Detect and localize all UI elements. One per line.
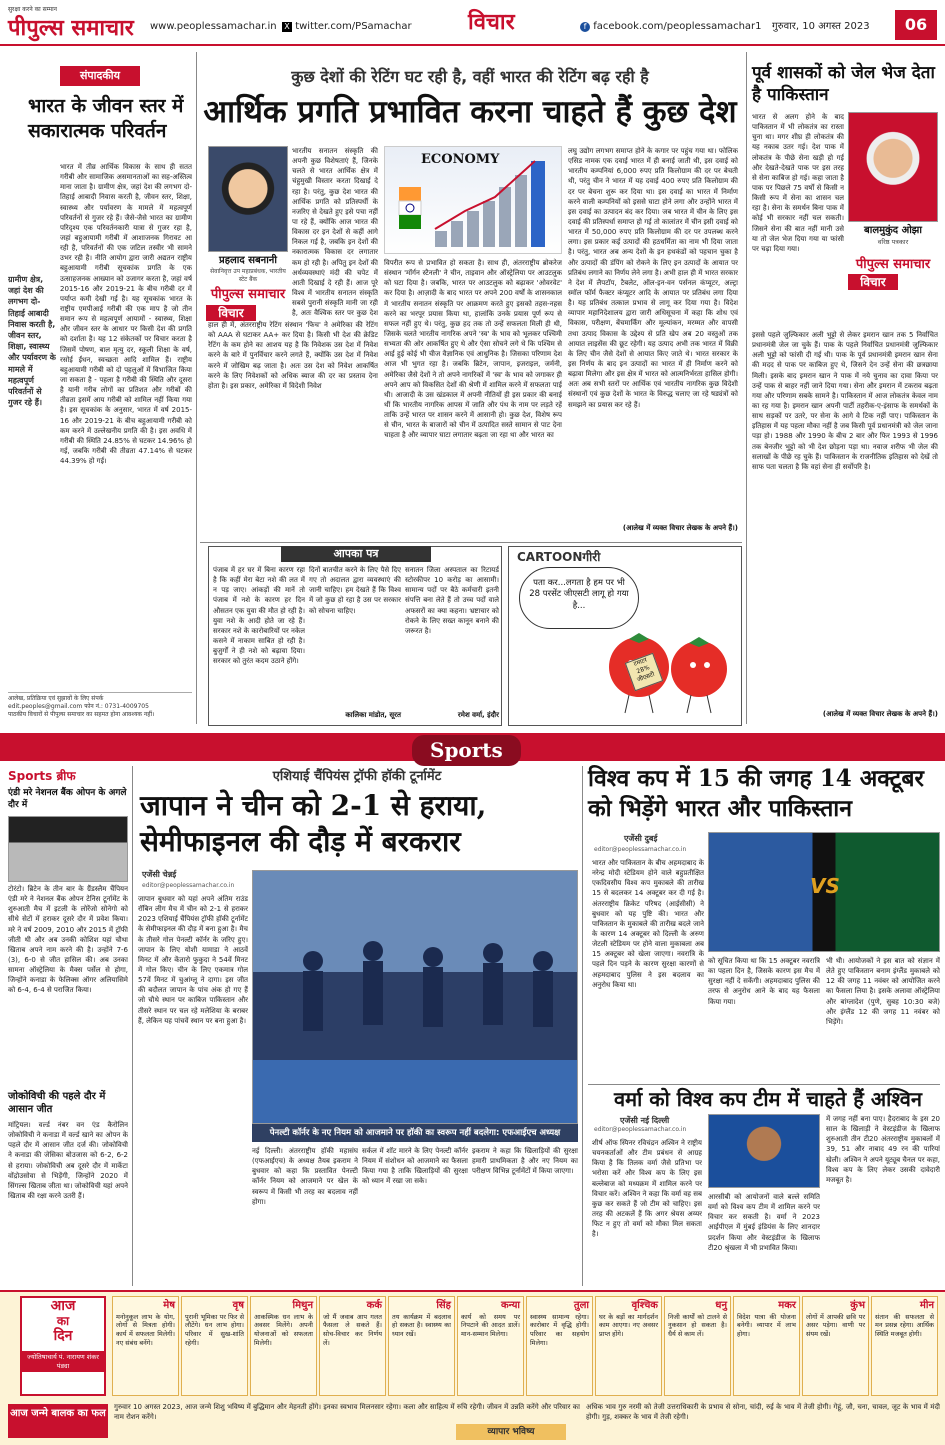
footer-phone: फोन नं.: 0731-4009705 [84,703,149,711]
hockey-players-icon [253,871,579,1125]
rashi-name: धनु [715,1300,727,1311]
rashi-text: संतान की सफलता से मन प्रसन्न रहेगा। आर्थिक स्थिति मजबूत होगी। [875,1312,934,1339]
logo-tagline: सुरक्षा करने का सम्मान [8,6,57,13]
issue-date: गुरुवार, 10 अगस्त 2023 [772,21,870,32]
ashwin-col2: आरसीबी को आयोजनों वाले बल्ले समिति वर्मा को विश्व कप टीम में शामिल करने पर विचार कर सकती है। वर्मा ने 2023 आईपीएल में मुंबई इंडियंस के लिए शानदार प्रदर्शन किया और वेस्टइंडीज के खिलाफ टी20 श्रृंखला में भी प्रभावित किया। [708,1193,820,1252]
hockey-photo [252,870,578,1124]
website-link[interactable]: www.peoplessamachar.in [150,21,277,32]
brief2-body: मांट्रियल। वर्ल्ड नंबर वन एंड कैरोलिन जोकोविची ने कनाडा में वर्ल्ड खाने का ओपन के पहले दौर में आसान जीत दर्ज की। जोकोविची ने कनाडा की जेसिका बोउजास को 6-2, 6-2 से हराया। जोकोविची अब दूसरे दौर में मार्केटा वोंद्रोउसोवा से भिड़ेंगी, जिन्होंने 2020 में सिंगल्स खिताब जीता था। जोकोविची यहां अपने खिताब की रक्षा करने उतरी हैं। [8,1121,128,1200]
letter-signature-2: रमेश वर्मा, इंदौर [457,711,499,719]
rashi-text: घर के बड़ों का मार्गदर्शन काम आएगा। नए अवसर प्राप्त होंगे। [599,1312,658,1339]
page-number: 06 [895,10,937,40]
rashi-card [595,1296,662,1396]
brand-logo: पीपुल्स समाचार [210,287,286,302]
editorial-title: भारत के जीवन स्तर में सकारात्मक परिवर्तन [28,95,184,142]
horoscope-title-1: आज [50,1298,76,1314]
right-col-bottom: इससे पहले जुल्फिकार अली भुट्टो से लेकर इमरान खान तक 5 निर्वाचित प्रधानमंत्री जेल जा चुके हैं। पाक के पहले निर्वाचित प्रधानमंत्री जुल्फिकार अली भुट्टो को फांसी दी गई थी। पाक के पूर्व प्रधानमंत्री इमरान खान सेना की मदद से पाक पर काबिज हुए थे, जिसने देन उन्हें सेना की छत्रछाया मिली। इसके बाद इमरान खान ने पाक में नये चुनाव का दावा किया पर उन्हें पाक से बाहर नहीं जाने दिया गया। सेना और इमरान में टकराव बढ़ता गया और परिणाम सबके सामने है। पाकिस्तान में आज लोकतंत्र केवल नाम का रह गया है। इमरान खान अपनी पार्टी तहरीक-ए-इंसाफ के समर्थकों के साथ सड़कों पर उतरे, पर सेना के आगे वे टिक नहीं पाए। पाकिस्तान के इतिहास में यह पहला मौका नहीं है जब किसी पूर्व प्रधानमंत्री को जेल जाना पड़ा हो। 1988 और 1990 के बीच 2 बार और फिर 1993 से 1996 तक बेनजीर भुट्टो को भी देश छोड़ना पड़ा था। नवाज शरीफ भी जेल की सलाखों के पीछे रह चुके हैं। पाकिस्तान के राजनीतिक इतिहास को देखें तो साफ पता चलता है कि वहां सेना ही सर्वोपरि है। [752,331,938,471]
rashi-text: आकस्मिक धन लाभ के अवसर मिलेंगे। अपनी योजनाओं को सफलता मिलेगी। [254,1312,313,1347]
logo-text: पीपुल्स समाचार [8,15,134,42]
wc-photo [708,832,940,952]
ashwin-email[interactable]: editor@peoplessamachar.co.in [594,1126,687,1133]
wc-byline: एजेंसी दुबई [624,834,658,843]
ashwin-photo [708,1114,820,1188]
masthead [0,0,945,46]
rashi-name: कर्क [366,1300,382,1311]
letter-2: दिनों बातचीत करने के लिए पैसे दिए गए तो अदालत द्वारा व्यवस्थाएं की जानी चाहिए। हम देखते हैं कि विश्व में जो कुछ हो रहा है उस पर सरकार को सोचना चाहिए। [309,566,401,615]
rashi-card [457,1296,524,1396]
brand-logo: पीपुल्स समाचार [855,257,931,272]
caption-col3: इकराम ने कहा कि खिलाड़ियों की सुरक्षा हमारी प्राथमिकता है और नए नियम का परीक्षण विभिन्न टूर्नामेंटों में किया जाएगा। [472,1147,578,1176]
sports-section-label: Sports [412,735,521,766]
rashi-name: मिथुन [292,1300,313,1311]
right-author-photo [848,112,938,222]
cartoon-speech-bubble: पता कर...लगता है हम पर भी 28 परसेंट जीएसटी लागू हो गया है... [519,567,639,629]
rashi-name: मकर [778,1300,796,1311]
hockey-col1: जापान बुधवार को यहां अपने अंतिम राउंड रॉबिन लीग मैच में चीन को 2-1 से हराकर 2023 एशियाई चैंपियंस ट्रॉफी हॉकी टूर्नामेंट के सेमीफाइनल की दौड़ में बना हुआ है। मैच के तीसरे गोल पेनल्टी कॉर्नर के जरिए हुए। जापान के लिए योशी यामाडा ने आठवें मिनट में और केंतारो फुकुदा ने 54वें मिनट में गोल किए। चीन के लिए एकमात्र गोल 57वें मिनट में चुआंग्लू ने दागा। इस जीत की बदौलत जापान के पांच अंक हो गए हैं जो चौथे स्थान पर काबिज पाकिस्तान और तीसरे स्थान पर चल रहे मलेशिया के बराबर हैं, लेकिन यह पांचवें स्थान पर बना हुआ है। [138,895,248,1025]
economy-label: ECONOMY [421,152,500,167]
rashi-text: कार्य को समय पर निपटाने की आदत डालें। मान-सम्मान मिलेगा। [461,1312,520,1339]
caption-col2: सर्कल में शॉट मारने के लिए पेनल्टी कॉर्नर नियम में संशोधन को आजमाने का फैसला किया गया है ताकि खिलाड़ियों की सुरक्षा को ध्यान में रखा जा सके। [362,1147,468,1186]
author-designation: सेवानिवृत्त उप महाप्रबंधक, भारतीय स्टेट बैंक [210,268,286,284]
right-author-name: बालमुकुंद ओझा [864,225,922,236]
facebook-icon: f [580,22,590,32]
right-col-top: भारत से अलग होने के बाद पाकिस्तान में भी लोकतंत्र का रास्ता चुना था। मगर शीघ्र ही लोकतंत्र की यह नकाब उतर गई। देश पाक में लोकतंत्र के पीछे सेना खड़ी हो गई और देखते-देखते पाक पर इस तरह से सेना काबिज हो गई। कहा जाता है पाक पर पिछले 75 वर्षों से किसी न किसी रूप में सेना का शासन चल रहा है। सेना के समर्थन बिना पाक में कोई भी सरकार नहीं चल सकती। जिसने सेना की बात नहीं मानी उसे या तो जेल भेज दिया गया या फांसी पर चढ़ा दिया गया। [752,113,844,253]
rashi-text: निजी कार्यों को टालने से नुकसान हो सकता है। धैर्य से काम लें। [668,1312,727,1339]
brief2-headline: जोकोविची की पहले दौर में आसान जीत [8,1091,106,1115]
twitter-handle: twitter.com/PSamachar [295,21,412,32]
rashi-name: तुला [573,1300,589,1311]
wc-col1: भारत और पाकिस्तान के बीच अहमदाबाद के नरेन्द्र मोदी स्टेडियम होने वाले बहुप्रतीक्षित एकदिवसीय विश्व कप मुकाबले की तारीख 15 से बदलकर 14 अक्टूबर कर दी गई है। अंतरराष्ट्रीय क्रिकेट परिषद (आईसीसी) ने बुधवार को यह पुष्टि की। भारत और पाकिस्तान के मुकाबले की तारीख बदले जाने के कारण 14 अक्टूबर को दिल्ली के अरुण जेटली स्टेडियम पर होने वाला मुकाबला अब 15 अक्टूबर को खेला जाएगा। नवरात्रि के पहले दिन पड़ने के कारण सुरक्षा कारणों से अहमदाबाद पुलिस ने इस बदलाव का अनुरोध किया था। [592,859,704,989]
footer-disclaimer: पाठकीय विचारों से पीपुल्स समाचार का सहमत होना आवश्यक नहीं। [8,711,155,719]
facebook-handle: facebook.com/peoplessamachar1 [593,21,762,32]
section-title: विचार [468,9,515,35]
sports-brief-title: Sports ब्रीफ [8,769,76,783]
editorial-body: भारत में तीव्र आर्थिक विकास के साथ ही सतत गरीबी और सामाजिक असमानताओं का सह-अस्तित्व माना जाता है। ग्रामीण क्षेत्र, जहां देश की लगभग दो-तिहाई आबादी निवास करती है, जीवन स्तर, शिक्षा, स्वास्थ्य और पर्यावरण के मामले में महत्वपूर्ण परिवर्तनों से गुजर रहे हैं। जैसे-जैसे भारत का ग्रामीण परिदृश्य एक परिवर्तनकारी यात्रा से गुजर रहा है, जहां बहुआयामी गरीबी में आशाजनक गिरावट आ रही है, परिवर्तनों की एक जटिल तस्वीर भी सामने उभर रही है। नीति आयोग द्वारा जारी अद्यतन राष्ट्रीय बहुआयामी गरीबी सूचकांक प्रगति के एक उत्साहजनक आख्यान को उजागर करता है, जहां वर्ष 2015-16 और 2019-21 के बीच गरीबी दर में पर्याप्त कमी देखी गई है। यह सूचकांक भारत के राष्ट्रीय एमपीआई गरीबी की एक माप है जो तीन समान रूप से महत्वपूर्ण आयामों - स्वास्थ्य, शिक्षा और जीवन स्तर के आधार पर किसी देश की प्रगति को दर्शाता है। यह 12 संकेतकों पर विचार करता है जिसमें पोषण, बाल मृत्यु दर, स्कूली शिक्षा के वर्ष, रसोई ईंधन, स्वच्छता आदि शामिल हैं। राष्ट्रीय बहुआयामी गरीबी को दो पहलुओं में विभाजित किया जा सकता है - पहला है गरीबी की स्थिति और दूसरा है यानी गरीब लोगों का प्रतिशत और गरीबों की तीव्रता इसमें आय गरीबी को शामिल नहीं किया गया है। इस सूचकांक के अनुसार, भारत में वर्ष 2015-16 और 2019-21 के बीच बहुआयामी गरीबी को कम करने में उल्लेखनीय प्रगति की है। इस अवधि में गरीबी की स्थिति 24.85% से घटकर 14.96% हो गई, जबकि गरीबी की तीव्रता 47.14% से घटकर 44.39% हो गई। [60,163,192,466]
editorial-section [8,52,192,724]
rashi-text: जो मैं जवाब आप गलत फैसला ले सकते हैं। सोच-विचार कर निर्णय लें। [323,1312,382,1347]
newspaper-logo [8,6,134,44]
section-divider [588,1084,940,1085]
rashi-text: विदेश यात्रा की योजना बनेगी। व्यापार में लाभ होगा। [737,1312,796,1339]
rashi-card [733,1296,800,1396]
rashi-name: कुंभ [850,1300,865,1311]
versus-icon: VS [810,874,840,898]
lead-col4: लघु उद्योग लगभग समाप्त होने के कगार पर पहुंच गया था। फोलिक एसिड नामक एक दवाई भारत में ही बनाई जाती थी, इस दवाई को भारतीय कम्पनियां 6,000 रुपए प्रति किलोग्राम की दर पर बेचती थी, परंतु चीन ने भारत में यह दवाई 400 रुपए प्रति किलोग्राम की दर पर बेचना शुरू कर दिया था। इस दवाई का भारत में निर्माण करने वाली कम्पनियों को इससे घाटा होने लगा और उन्होंने भारत में इस दवाई का उत्पादन बंद कर दिया। जब भारत में चीन के लिए इस दवाई की प्रतिस्पर्धा समाप्त हो गई तो कालांतर में चीन इसी दवाई को भारत में 50,000 रुपए प्रति किलोग्राम की दर पर उपलब्ध करने लगा। इस प्रकार कई उत्पादों की हठधर्मिता का नाम भी दिया जाता है। परंतु, भारत अब अन्य देशों के इन हथकंडों को पहचान चुका है और उत्पादों की डंपिंग को रोकने के लिए इन उत्पादों के आयात पर प्रतिबंध लगाने का निर्णय लेने लगा है। अभी हाल ही में भारत सरकार ने देश में लैपटॉप, टैबलेट, ऑल-इन-वन पर्सनल कंप्यूटर, अल्ट्रा स्मॉल फॉर्म फैक्टर कंप्यूटर आदि के आयात पर प्रतिबंध लगा दिया है। यह प्रतिबंध तत्काल प्रभाव से लागू कर दिया गया है। विदेश व्यापार महानिदेशालय द्वारा जारी अधिसूचना में कहा कि शोध एवं विकास, परीक्षण, बेंचमार्किंग और मूल्यांकन, मरम्मत और वापसी तथा उत्पाद विकास के उद्देश्य से प्रति खेप अब 20 वस्तुओं तक आयात लाइसेंस की छूट रहेगी। यह उत्पाद अभी तक भारत में विक्री के लिए चीन जैसे देशों से आयात किए जाते थे। भारत सरकार के इस निर्णय के बाद इन उत्पादों का भारत में ही निर्माण करने को बढ़ावा मिलेगा और इस क्षेत्र में भारत को आत्मनिर्भरता हासिल होगी। अतः अब सभी स्तरों पर आर्थिक एवं भारतीय नागरिक कुछ विदेशी संस्थानों एवं कुछ देशों के भारत के विरुद्ध चलाए जा रहे षड्यंत्रों को समझने का प्रयास कर रहे हैं। [568,147,738,409]
hockey-email[interactable]: editor@peoplessamachar.co.in [142,882,235,889]
letters-title: आपका पत्र [281,546,431,562]
rashi-text: लोगों में आपकी छवि पर असर पड़ेगा। वाणी पर संयम रखें। [806,1312,865,1339]
letter-3: सनातन जिला अस्पताल का रिटायर्ड स्टोरकीपर 10 करोड़ का आसामी। सामान्य पदों पर बैठे कर्मचारी इतनी संपत्ति बना लेते हैं तो उच्च पदों वाले अफसरों का क्या कहना। भ्रष्टाचार को रोकने के लिए सख्त कानून बनाने की जरूरत है। [405,566,499,635]
hockey-byline: एजेंसी चेन्नई [142,870,177,879]
editorial-tag: संपादकीय [60,66,140,86]
caption-col1: नई दिल्ली। अंतरराष्ट्रीय हॉकी महासंघ (एफआईएच) के अध्यक्ष तैयब इकराम ने बुधवार को कहा कि प्रस्तावित पेनल्टी कॉर्नर नियम को आजमाने पर खेल के स्वरूप में किसी भी तरह का बदलाव नहीं होगा। [252,1147,358,1206]
ashwin-col1: शीर्ष ऑफ स्पिनर रविचंद्रन अश्विन ने राष्ट्रीय चयनकर्ताओं और टीम प्रबंधन से आग्रह किया है कि तिलक वर्मा जैसे प्रतिभा पर भरोसा करें और विश्व कप के लिए इस बल्लेबाज को मध्यक्रम में शामिल करने पर विचार करें। अश्विन ने कहा कि वर्मा वह सब कुछ कर सकते हैं जो टीम को चाहिए। इस तरह की अटकलें हैं कि अगर श्रेयस अय्यर फिट न हुए तो वर्मा को मौका मिल सकता है। [592,1139,702,1239]
editorial-footer [8,692,192,722]
brand-section-tag: विचार [206,305,256,321]
born-child-text: गुरुवार 10 अगस्त 2023, आज जन्मे शिशु भविष्य में बुद्धिमान और मेहनती होंगे। इनका स्वभाव मिलनसार रहेगा। कला और साहित्य में रुचि रहेगी। जीवन में उन्नति करेंगे और परिवार का नाम रोशन करेंगे। [114,1403,580,1422]
born-child-title: आज जन्मे बालक का फल [8,1404,108,1438]
brief1-photo [8,816,128,882]
lead-col1-top: भारतीय सनातन संस्कृति की अपनी कुछ विशेषताएं हैं, जिनके चलते से भारत आर्थिक क्षेत्र में चंहुमुखी विस्तार करता दिखाई दे रहा है। परंतु, कुछ देश भारत की आर्थिक प्रगति को प्रतिस्पर्धी के नजरिए से देखते हुए इसे पचा नहीं पा रहे हैं, क्योंकि आज भारत की विकास दर इन देशों से कहीं आगे निकल गई है, जबकि इन देशों की नकारात्मक विकास दर लगातार कम हो रही है। अपितु इन देशों की अर्थव्यवस्थाएं मंदी की चपेट में आती दिखाई दे रही हैं। आज पूरे विश्व में भारतीय सनातन संस्कृति सबसे पुरानी संस्कृति मानी जा रही है, अतः वैश्विक स्तर पर कुछ देश [292,147,378,318]
ashwin-headline: वर्मा को विश्व कप टीम में चाहते हैं अश्विन [613,1087,923,1111]
horoscope-title-2: का [56,1313,70,1328]
column-divider [582,766,583,1286]
rashi-text: तय कार्यक्रम में बदलाव हो सकता है। स्वास्थ्य का ध्यान रखें। [392,1312,451,1339]
rashi-name: मेष [163,1300,175,1311]
rashi-name: वृश्चिक [631,1300,658,1311]
right-disclaimer: (आलेख में व्यक्त विचार लेखक के अपने हैं।) [822,710,938,718]
rashi-card [250,1296,317,1396]
cartoon-box [508,546,742,726]
tomato-icon [599,607,739,723]
horoscope-title-3: दिन [53,1327,73,1344]
brief1-headline: एंडी मरे नेशनल बैंक ओपन के अगले दौर में [8,788,127,810]
letter-signature-1: कालिका मांडोत, सूरत [345,711,401,719]
right-brand-tag [848,256,938,290]
economy-graphic [384,146,562,254]
brand-section-tag: विचार [848,274,898,290]
wc-col3: भी थी। आयोजकों ने इस बात को संज्ञान में लेते हुए पाकिस्तान बनाम इंग्लैंड मुकाबले को 12 की जगह 11 नवंबर को आयोजित करने का फैसला लिया है। इसके अलावा ऑस्ट्रेलिया और बांग्लादेश (पुणे, सुबह 10:30 बजे) और इंग्लैंड 12 की जगह 11 नवंबर को भिड़ेंगे। [826,957,940,1026]
rashi-card [319,1296,386,1396]
section-divider [200,542,742,543]
column-divider [132,766,133,1286]
rashi-name: कन्या [500,1300,520,1311]
ashwin-col3: में जगह नहीं बना पाए। हैदराबाद के इस 20 साल के खिलाड़ी ने वेस्टइंडीज के खिलाफ शुरुआती तीन टी20 अंतरराष्ट्रीय मुकाबलों में 39, 51 और नाबाद 49 रन की पारियां खेली। अश्विन ने अपने यूट्यूब चैनल पर कहा, विश्व कप के लिए लेकर उसकी दावेदारी मजबूत है। [826,1115,940,1184]
rashi-grid [112,1296,940,1396]
twitter-link[interactable] [282,20,412,34]
ashwin-byline: एजेंसी नई दिल्ली [620,1116,670,1125]
rashi-name: सिंह [436,1300,451,1311]
footer-email[interactable]: edit.peoples@gmail.com [8,703,83,711]
editorial-pull-quote: ग्रामीण क्षेत्र, जहां देश की लगभग दो-तिहाई आबादी निवास करती है, जीवन स्तर, शिक्षा, स्वास्थ्य और पर्यावरण के मामले में महत्वपूर्ण परिवर्तनों से गुजर रहे हैं। [8,275,56,408]
rashi-card [181,1296,248,1396]
lead-col2: हाल ही में, अंतरराष्ट्रीय रेटिंग संस्थान 'फिच' ने अमेरिका की रेटिंग को AAA से घटाकर AA+ कर दिया है। किसी भी देश की क्रेडिट रेटिंग के कम होने का आशय यह है कि निवेशक उस देश में निवेश करने के बारे में पुनर्विचार करने लगते हैं, क्योंकि उस देश में निवेश करने में जोखिम बढ़ जाता है। अतः उस देश को निवेश आकर्षित करने के लिए निवेशकों को अधिक ब्याज की दर का प्रस्ताव देना होता है। इस प्रकार, अमेरिका में विदेशी निवेश [208,321,378,390]
rashi-card [664,1296,731,1396]
right-author-desc: वरिष्ठ पत्रकार [877,238,909,246]
rashi-card [112,1296,179,1396]
horoscope-title-box [20,1296,106,1396]
rashi-card [871,1296,938,1396]
facebook-link[interactable] [580,20,762,34]
brief1-body: टोरंटो। ब्रिटेन के तीन बार के ग्रैंडस्लैम चैंपियन एंडी मरे ने नेशनल बैंक ओपन टेनिस टूर्नामेंट के शुरुआती मैच में इटली के लोरेंजो सोनेगो को सीधे सेटों में हराकर दूसरे दौर में प्रवेश किया। मरे ने वर्ष 2009, 2010 और 2015 में ट्रॉफी जीती थी और अब उनकी कोशिश यहां चौथा खिताब अपने नाम करने की है। उन्होंने 7-6 (3), 6-0 से जीत हासिल की। अब उनका सामना ऑस्ट्रेलिया के मैक्स पर्सेल से होगा, जिन्होंने कनाडा के फेलिक्स ऑगर अलियासिमे को 6-4, 6-4 से पराजित किया। [8,885,128,995]
column-divider [196,52,197,724]
cartoon-sign: टमाटर 28% जीएसटी [625,653,663,691]
rashi-card [802,1296,869,1396]
rashi-name: वृष [232,1300,244,1311]
lead-headline: आर्थिक प्रगति प्रभावित करना चाहते हैं कुछ देश [203,94,737,130]
rashi-card [388,1296,455,1396]
lead-brand-tag [206,286,290,321]
sports-brief [8,766,128,1286]
letters-box [208,546,502,726]
column-divider [746,52,747,724]
astrologer-name: ज्योतिषाचार्य पं. नारायण शंकर पंड्या [22,1351,104,1373]
wc-email[interactable]: editor@peoplessamachar.co.in [594,846,687,853]
rashi-text: मनोनुकूल लाभ के योग, लोगों से मित्रता होगी। कार्य में सफलता मिलेगी। नए संबंध बनेंगे। [116,1312,175,1347]
bar-growth-icon [385,147,563,255]
rashi-text: स्वास्थ्य सामान्य रहेगा। कारोबार में वृद्धि होगी। परिवार का सहयोग मिलेगा। [530,1312,589,1347]
lead-kicker: कुछ देशों की रेटिंग घट रही है, वहीं भारत की रेटिंग बढ़ रही है [291,67,649,86]
hockey-kicker: एशियाई चैंपियंस ट्रॉफी हॉकी टूर्नामेंट [272,769,442,784]
author-photo [208,146,288,252]
cartoon-title: CARTOONगीरी [517,550,601,564]
wc-headline: विश्व कप में 15 की जगह 14 अक्टूबर को भिड़ेंगे भारत और पाकिस्तान [588,765,924,822]
right-headline: पूर्व शासकों को जेल भेज देता है पाकिस्तान [752,63,935,106]
wc-col2: को सूचित किया था कि 15 अक्टूबर नवरात्रि का पहला दिन है, जिसके कारण इस मैच में सुरक्षा नहीं दे सकेंगी। अहमदाबाद पुलिस की तरफ से अनुरोध आने के बाद यह फैसला किया गया। [708,957,820,1006]
hockey-headline: जापान ने चीन को 2-1 से हराया, सेमीफाइनल की दौड़ में बरकरार [140,789,487,859]
rashi-text: पुरानी भूमिका पर फिर से लौटेंगे। धन लाभ होगा। परिवार में सुख-शांति रहेगी। [185,1312,244,1347]
business-forecast-title: व्यापार भविष्य [456,1424,566,1440]
business-forecast-text: अधिक भाव गुरु नरमी को तेजी उत्तराधिकारी के प्रभाव से सोना, चांदी, रुई के भाव में तेजी होगी। गेहूं, जौ, चना, चावल, जूट के भाव में मंदी होगी। गुड़, शक्कर के भाव में तेजी रहेगी। [586,1403,940,1422]
twitter-icon: X [282,22,292,32]
rashi-card [526,1296,593,1396]
letter-1: पंजाब में हर घर में बिना कारण रहा है कि कहीं मेरा बेटा नशे की लत में न पड़ जाए। आंकड़ों की मानें तो पंजाब में नशे के कारण हर दिन औसतन एक युवा की मौत हो रही है। युवा नशे के आदी होते जा रहे हैं। सरकार नशे के कारोबारियों पर नकेल कसने में नाकाम साबित हो रही है। बुजुर्गों ने ही नशे को बढ़ावा दिया। सरकार को तुरंत कदम उठाने होंगे। [213,566,305,666]
hockey-caption-headline: पेनल्टी कॉर्नर के नए नियम को आजमाने पर हॉकी का स्वरूप नहीं बदलेगा: एफआईएच अध्यक्ष [252,1124,578,1142]
lead-col3: विपरीत रूप से प्रभावित हो सकता है। साथ ही, अंतरराष्ट्रीय ब्रोकरेज संस्थान 'मॉर्गन स्टैनली' ने चीन, ताइवान और ऑस्ट्रेलिया पर आउटलुक को घटा दिया है। जबकि, भारत पर आउटलुक को बढ़ाकर 'ओवरवेट' कर दिया है। आज़ादी के बाद भारत पर अपने 200 वर्षों के शासनकाल में भारतीय सनातन संस्कृति पर आक्रमण करते हुए इसको तहस-नहस करने का भरपूर प्रयास किया था, हालांकि उनके प्रयास पूर्ण रूप से सफल नहीं हुए थे। परंतु, कुछ हद तक तो उन्हें सफलता मिली ही थी, जिसके चलते भारतीय नागरिक अपने 'स्व' के भाव को भूलकर पश्चिमी सभ्यता की ओर आकर्षित हुए थे और ऐसा सोचने लगे थे कि पश्चिम से आई हुई कोई भी चीज वैज्ञानिक एवं आधुनिक है। जिसका परिणाम देश आज भी भुगत रहा है। जबकि ब्रिटेन, जापान, इजराइल, जर्मनी, अमेरिका जैसे देशों ने तो अपने नागरिकों में 'स्व' के भाव को जगाकर ही अपने आप को विकसित देशों की श्रेणी में शामिल करने में सफलता पाई थी। आजादी के उस खंडकाल में अपनी नीतियों ही इस प्रकार की बनाई थीं कि भारतीय नागरिक आपस में जाति और पंथ के नाम पर लड़ते रहें ताकि उन्हें भारत पर शासन करने में आसानी हो। कुछ देश, विशेष रूप से चीन, भारत के बाजारों को चीन में उत्पादित सस्ते सामान से पाट देना चाहता है और व्यापार घाटा लगातार बढ़ता जा रहा था और भारत का [384,259,562,440]
lead-disclaimer: (आलेख में व्यक्त विचार लेखक के अपने हैं।) [590,524,738,533]
rashi-name: मीन [919,1300,934,1311]
author-name: प्रहलाद सबनानी [219,255,277,266]
footer-contact-label: आलेख, प्रतिक्रिया एवं सुझावों के लिए संपर्क [8,695,104,702]
